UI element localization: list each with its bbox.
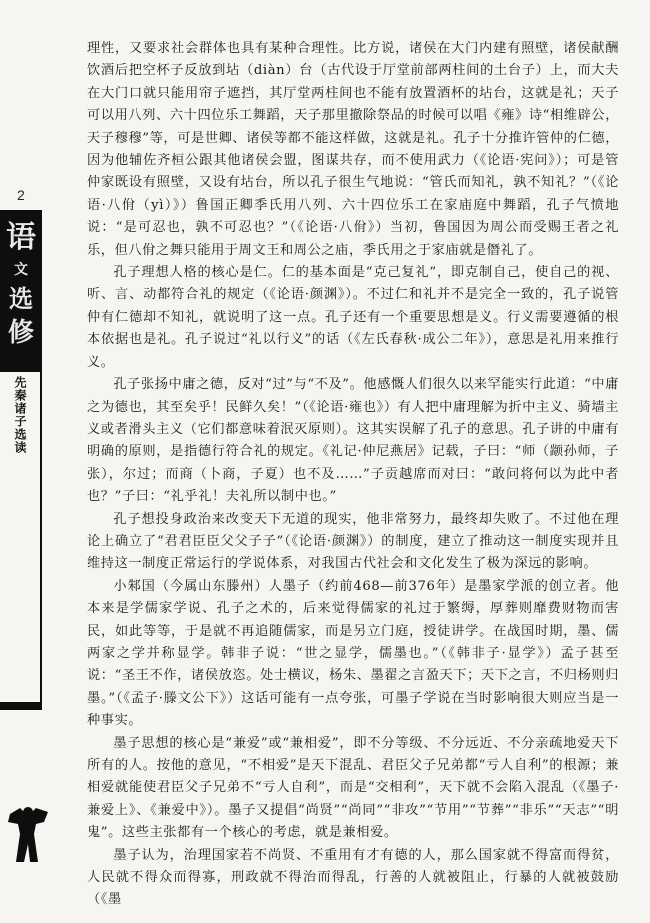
paragraph: 墨子思想的核心是“兼爱”或“兼相爱”，即不分等级、不分远近、不分亲疏地爱天下所有的人。按他的意见，“不相爱”是天下混乱、君臣父子兄弟都“亏人自利”的根源；兼相爱就能使君臣父子兄弟不“亏人自利”，而是“交相利”，天下就不会陷入混乱（《墨子·兼爱上》、《兼爱中》）。墨子又提倡“尚贤”“尚同”“非攻”“节用”“节葬”“非乐”“天志”“明鬼”。这些主张都有一个核心的考虑，就是兼相爱。 bbox=[87, 735, 619, 841]
page-number: 2 bbox=[17, 187, 25, 203]
series-title-char: 选 bbox=[9, 284, 33, 313]
series-title-char: 文 bbox=[14, 262, 28, 278]
body-text bbox=[87, 38, 619, 918]
paragraph: 孔子想投身政治来改变天下无道的现实，他非常努力，最终却失败了。不过他在理论上确立了“君君臣臣父父子子”（《论语·颜渊》）的制度，建立了推动这一制度实现并且维持这一制度正常运行的学说体系，对我国古代社会和文化发生了极为深远的影响。 bbox=[87, 511, 619, 572]
series-title-char: 修 bbox=[7, 318, 34, 348]
series-title-char: 语 bbox=[6, 220, 36, 255]
paragraph: 孔子理想人格的核心是仁。仁的基本面是“克己复礼”，即克制自己，使自己的视、听、言、动都符合礼的规定（《论语·颜渊》）。不过仁和礼并不是完全一致的，孔子说管仲有仁德却不知礼，就说明了这一点。孔子还有一个重要思想是义。行义需要遵循的根本依据也是礼。孔子说过“礼以行义”的话（《左氏春秋·成公二年》），意思是礼用来推行义。 bbox=[87, 265, 619, 370]
silhouette-figure-icon bbox=[4, 804, 52, 866]
paragraph: 孔子张扬中庸之德，反对“过”与“不及”。他感慨人们很久以来罕能实行此道：“中庸之为德也，其至矣乎！民鲜久矣！”（《论语·雍也》）有人把中庸理解为折中主义、骑墙主义或者滑头主义（它们都意味着泯灭原则）。这其实误解了孔子的意思。孔子讲的中庸有明确的原则，是指德行符合礼的规定。《礼记·仲尼燕居》记载，子曰：“师（颛孙师，子张），尔过；而商（卜商，子夏）也不及……”子贡越席而对曰：“敢问将何以为此中者也？”子曰：“礼乎礼！夫礼所以制中也。” bbox=[87, 377, 619, 505]
paragraph: 理性，又要求社会群体也具有某种合理性。比方说，诸侯在大门内建有照壁，诸侯献酬饮酒后把空杯子反放到坫（diàn）台（古代设于厅堂前部两柱间的土台子）上，而大夫在大门口就只能用帘子遮挡，其厅堂两柱间也不能有放置酒杯的坫台，这就是礼；天子可以用八列、六十四位乐工舞蹈，天子那里撤除祭品的时候可以唱《雍》诗“相维辟公，天子穆穆”等，可是世卿、诸侯等都不能这样做，这就是礼。孔子十分推许管仲的仁德，因为他辅佐齐桓公跟其他诸侯会盟，图谋共存，而不使用武力（《论语·宪问》）；可是管仲家既设有照壁，又设有坫台，所以孔子很生气地说：“管氏而知礼，孰不知礼？”（《论语·八佾（yì）》）鲁国正卿季氏用八列、六十四位乐工在家庙庭中舞蹈，孔子气愤地说：“是可忍也，孰不可忍也？”（《论语·八佾》）当初，鲁国因为周公而受赐王者之礼乐，但八佾之舞只能用于周文王和周公之庙，季氏用之于家庙就是僭礼了。 bbox=[87, 41, 619, 258]
paragraph: 墨子认为，治理国家若不尚贤、不重用有才有德的人，那么国家就不得富而得贫，人民就不得众而得寡，刑政就不得治而得乱，行善的人就被阻止，行暴的人就被鼓励（《墨 bbox=[87, 847, 619, 908]
chapter-label-box bbox=[0, 372, 42, 702]
series-title bbox=[0, 218, 42, 350]
paragraph: 小邾国（今属山东滕州）人墨子（约前468—前376年）是墨家学派的创立者。他本来是学儒家学说、孔子之术的，后来觉得儒家的礼过于繁缛，厚葬则靡费财物而害民，如此等等，于是就不再追随儒家，而是另立门庭，授徒讲学。在战国时期，墨、儒两家之学并称显学。韩非子说：“世之显学，儒墨也。”（《韩非子·显学》）孟子甚至说：“圣王不作，诸侯放恣。处士横议，杨朱、墨翟之言盈天下；天下之言，不归杨则归墨。”（《孟子·滕文公下》）这话可能有一点夸张，可墨子学说在当时影响很大则应当是一种事实。 bbox=[87, 578, 619, 729]
chapter-label: 先秦诸子选读 bbox=[13, 376, 27, 454]
